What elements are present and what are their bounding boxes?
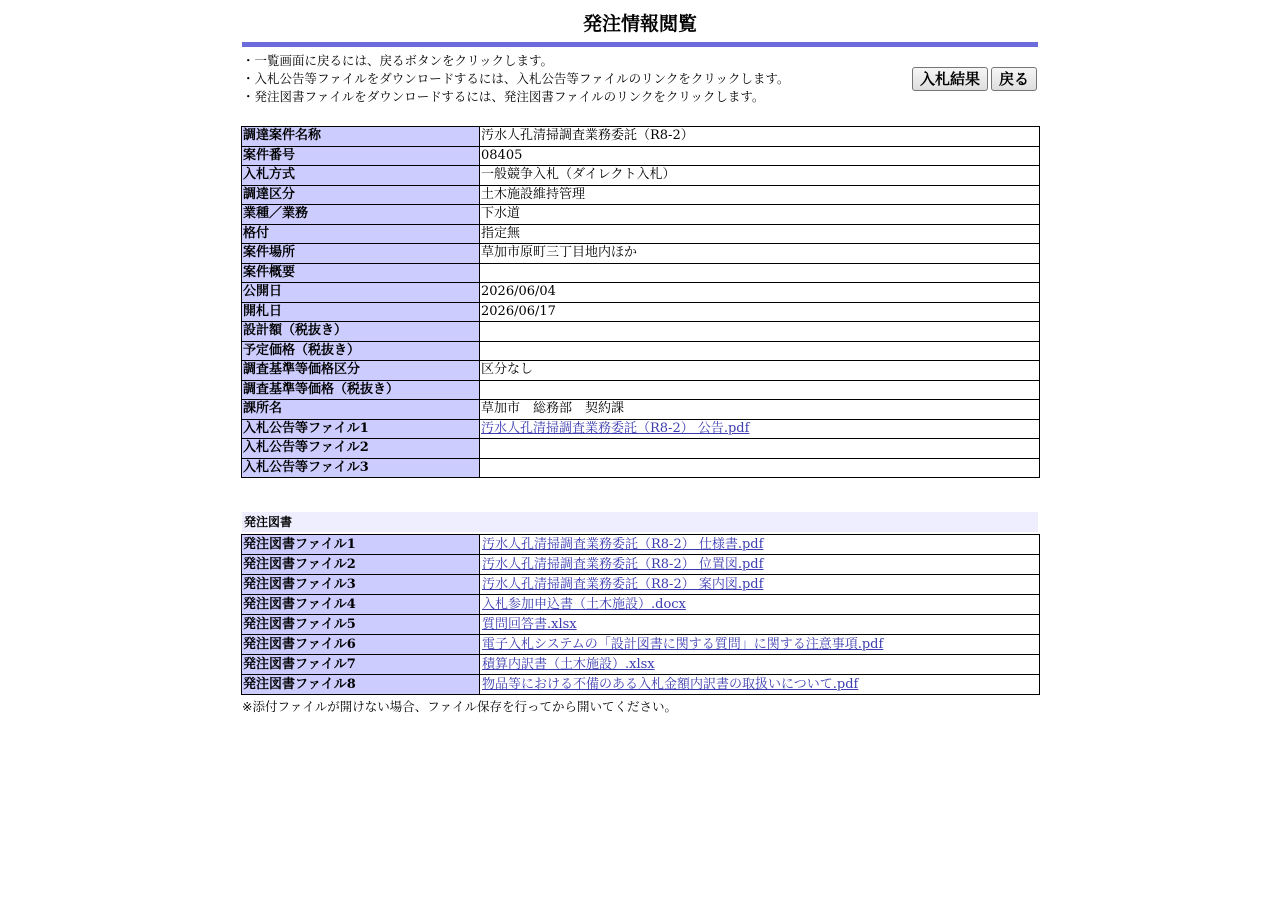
- table-row: [242, 244, 1040, 264]
- row-label: 業種／業務: [242, 205, 480, 225]
- instruction-line: ・発注図書ファイルをダウンロードするには、発注図書ファイルのリンクをクリックします。: [242, 89, 765, 104]
- row-value: [480, 635, 1040, 655]
- table-row: [242, 185, 1040, 205]
- table-row: [242, 302, 1040, 322]
- row-value: 一般競争入札（ダイレクト入札）: [480, 166, 1040, 186]
- row-label: 発注図書ファイル7: [242, 655, 480, 675]
- row-label: 案件番号: [242, 146, 480, 166]
- table-row: [242, 380, 1040, 400]
- row-value: 08405: [480, 146, 1040, 166]
- page-title: 発注情報閲覧: [582, 13, 697, 35]
- document-file-link[interactable]: 積算内訳書（土木施設）.xlsx: [482, 656, 655, 672]
- row-value: [480, 595, 1040, 615]
- row-label: 入札方式: [242, 166, 480, 186]
- row-label: 入札公告等ファイル2: [242, 439, 480, 459]
- document-file-link[interactable]: 入札参加申込書（土木施設）.docx: [482, 596, 686, 612]
- row-value: [480, 675, 1040, 695]
- instructions: [242, 52, 902, 106]
- document-file-link[interactable]: 汚水人孔清掃調査業務委託（R8-2） 案内図.pdf: [482, 576, 764, 592]
- row-value: [480, 555, 1040, 575]
- table-row: [242, 263, 1040, 283]
- row-label: 調査基準等価格区分: [242, 361, 480, 381]
- table-row: [242, 283, 1040, 303]
- row-value: [480, 419, 1040, 439]
- row-label: 開札日: [242, 302, 480, 322]
- row-value: [480, 263, 1040, 283]
- footnote: ※添付ファイルが開けない場合、ファイル保存を行ってから開いてください。: [242, 699, 677, 714]
- row-value: 下水道: [480, 205, 1040, 225]
- row-value: [480, 655, 1040, 675]
- row-label: 課所名: [242, 400, 480, 420]
- row-label: 調査基準等価格（税抜き）: [242, 380, 480, 400]
- title-divider: [242, 42, 1038, 47]
- table-row: [242, 361, 1040, 381]
- row-label: 発注図書ファイル1: [242, 535, 480, 555]
- table-row: [242, 224, 1040, 244]
- row-value: [480, 322, 1040, 342]
- order-documents-header: 発注図書: [242, 512, 1038, 532]
- row-value: 汚水人孔清掃調査業務委託（R8-2）: [480, 127, 1040, 147]
- row-value: [480, 535, 1040, 555]
- row-value: [480, 615, 1040, 635]
- table-row: [242, 322, 1040, 342]
- row-label: 発注図書ファイル3: [242, 575, 480, 595]
- document-file-link[interactable]: 汚水人孔清掃調査業務委託（R8-2） 仕様書.pdf: [482, 536, 764, 552]
- table-row: [242, 655, 1040, 675]
- row-label: 発注図書ファイル8: [242, 675, 480, 695]
- table-row: [242, 555, 1040, 575]
- row-value: 土木施設維持管理: [480, 185, 1040, 205]
- case-info-table: [241, 126, 1040, 478]
- table-row: [242, 595, 1040, 615]
- row-label: 公開日: [242, 283, 480, 303]
- instruction-line: ・入札公告等ファイルをダウンロードするには、入札公告等ファイルのリンクをクリックします。: [242, 71, 790, 86]
- table-row: [242, 635, 1040, 655]
- row-value: [480, 380, 1040, 400]
- table-row: [242, 146, 1040, 166]
- row-label: 案件概要: [242, 263, 480, 283]
- table-row: [242, 439, 1040, 459]
- row-value: [480, 458, 1040, 478]
- back-button[interactable]: 戻る: [991, 67, 1037, 91]
- document-file-link[interactable]: 物品等における不備のある入札金額内訳書の取扱いについて.pdf: [482, 676, 859, 692]
- table-row: [242, 575, 1040, 595]
- table-row: [242, 400, 1040, 420]
- row-label: 格付: [242, 224, 480, 244]
- row-label: 発注図書ファイル5: [242, 615, 480, 635]
- row-label: 発注図書ファイル4: [242, 595, 480, 615]
- row-value: 2026/06/17: [480, 302, 1040, 322]
- row-label: 入札公告等ファイル1: [242, 419, 480, 439]
- table-row: [242, 419, 1040, 439]
- row-label: 調達案件名称: [242, 127, 480, 147]
- row-value: 区分なし: [480, 361, 1040, 381]
- table-row: [242, 458, 1040, 478]
- row-label: 予定価格（税抜き）: [242, 341, 480, 361]
- row-value: 草加市原町三丁目地内ほか: [480, 244, 1040, 264]
- table-row: [242, 615, 1040, 635]
- order-documents-table: [241, 534, 1040, 695]
- table-row: [242, 205, 1040, 225]
- table-row: [242, 535, 1040, 555]
- row-value: [480, 439, 1040, 459]
- row-value: [480, 575, 1040, 595]
- document-file-link[interactable]: 汚水人孔清掃調査業務委託（R8-2） 位置図.pdf: [482, 556, 764, 572]
- document-file-link[interactable]: 質問回答書.xlsx: [482, 616, 577, 632]
- table-row: [242, 675, 1040, 695]
- row-value: 指定無: [480, 224, 1040, 244]
- row-label: 案件場所: [242, 244, 480, 264]
- table-row: [242, 127, 1040, 147]
- row-label: 調達区分: [242, 185, 480, 205]
- row-label: 発注図書ファイル2: [242, 555, 480, 575]
- document-file-link[interactable]: 電子入札システムの「設計図書に関する質問」に関する注意事項.pdf: [482, 636, 884, 652]
- row-label: 発注図書ファイル6: [242, 635, 480, 655]
- row-label: 設計額（税抜き）: [242, 322, 480, 342]
- instruction-line: ・一覧画面に戻るには、戻るボタンをクリックします。: [242, 53, 554, 68]
- row-value: 草加市 総務部 契約課: [480, 400, 1040, 420]
- row-value: [480, 341, 1040, 361]
- table-row: [242, 341, 1040, 361]
- table-row: [242, 166, 1040, 186]
- row-value: 2026/06/04: [480, 283, 1040, 303]
- bid-results-button[interactable]: 入札結果: [912, 67, 988, 91]
- bid-notice-file-link[interactable]: 汚水人孔清掃調査業務委託（R8-2） 公告.pdf: [481, 420, 750, 436]
- row-label: 入札公告等ファイル3: [242, 458, 480, 478]
